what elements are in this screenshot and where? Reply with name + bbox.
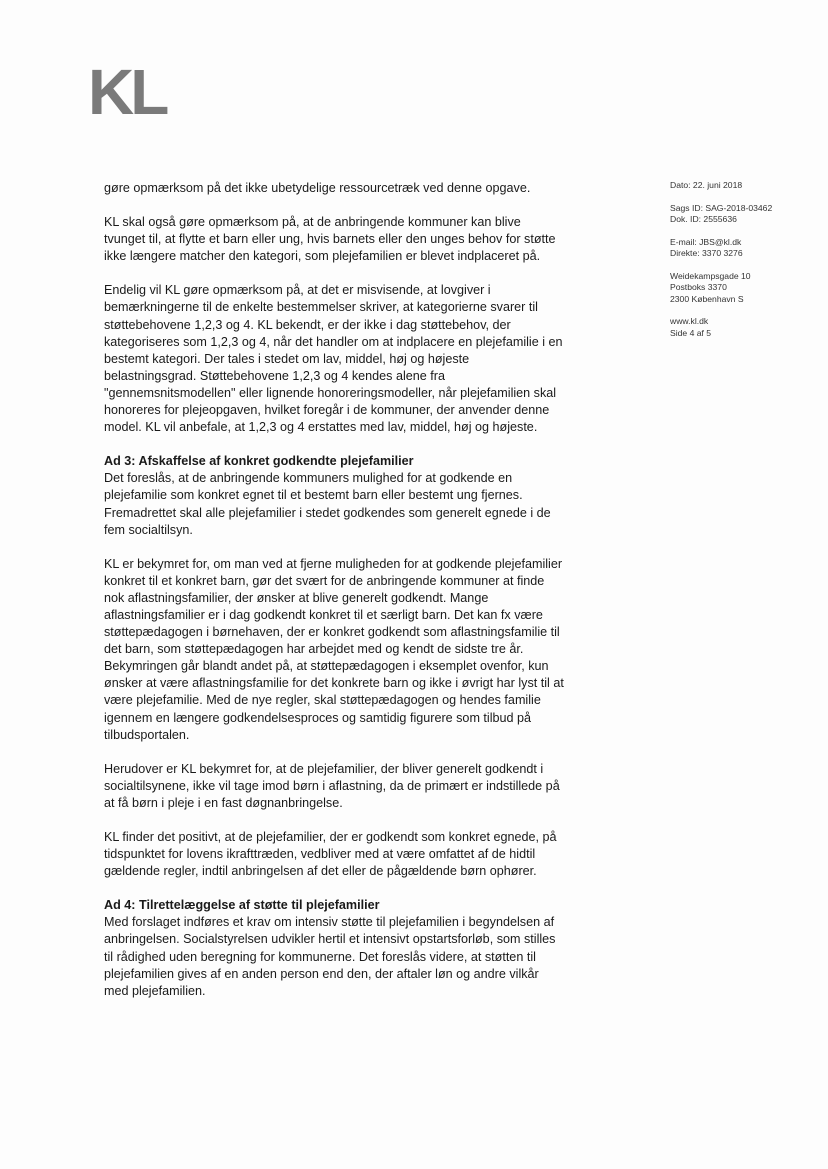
paragraph-3: Endelig vil KL gøre opmærksom på, at det er misvisende, at lovgiver i bemærkningerne til de enkelte bestemmelser skriver, at kategorierne svarer til støttebehovene 1,2,3 og 4. KL bekendt, er der ikke i dag støttebehov, der kategoriseres som 1,2,3 og 4, når det handler om at indplacere en plejefamilie i en bestemt kategori. Der tales i stedet om lav, middel, høj og højeste belastningsgrad. Støttebehovene 1,2,3 og 4 kendes alene fra "gennemsnitsmodellen" eller lignende honoreringsmodeller, når plejefamilien skal honoreres for plejeopgaven, hvilket foregår i de kommuner, der anvender denne model. KL vil anbefale, at 1,2,3 og 4 erstattes med lav, middel, høj og højeste. [104, 283, 563, 435]
address-line-1: Weidekampsgade 10 [670, 270, 751, 281]
kl-logo [88, 56, 166, 128]
section-heading-ad3: Ad 3: Afskaffelse af konkret godkendte plejefamilier [104, 454, 414, 469]
section-ad4 [104, 897, 564, 1000]
paragraph-5: KL er bekymret for, om man ved at fjerne muligheden for at godkende plejefamilier konkret til et konkret barn, gør det svært for de anbringende kommuner at finde nok aflastningsfamilier, der ønsker at blive generelt godkendt. Mange aflastningsfamilier er i dag godkendt konkret til et særligt barn. Det kan fx være støttepædagogen i børnehaven, der er konkret godkendt som aflastningsfamilie til det barn, som støttepædagogen har arbejdet med og kendt de sidste tre år. Bekymringen går blandt andet på, at støttepædagogen i eksemplet ovenfor, kun ønsker at være aflastningsfamilie for det konkrete barn og ikke i øvrigt har lyst til at være plejefamilie. Med de nye regler, skal støttepædagogen og hendes familie igennem en længere godkendelsesproces og samtidig figurere som tilbud på tilbudsportalen. [104, 556, 564, 742]
section-ad3 [104, 453, 564, 538]
contact-group [670, 237, 810, 260]
letter-meta-sidebar [670, 180, 810, 350]
paragraph-7: KL finder det positivt, at de plejefamilier, der er godkendt som konkret egnede, på tidspunktet for lovens ikrafttræden, vedbliver med at være omfattet af de hidtil gældende regler, indtil anbringelsen af det eller de pågældende børn ophører. [104, 830, 557, 879]
section-heading-ad4: Ad 4: Tilrettelæggelse af støtte til plejefamilier [104, 898, 380, 913]
doc-id-line: Dok. ID: 2555636 [670, 214, 737, 224]
paragraph-8: Med forslaget indføres et krav om intensiv støtte til plejefamilien i begyndelsen af anbringelsen. Socialstyrelsen udvikler hertil et intensivt opstartsforløb, som stilles til rådighed uden beregning for kommunerne. Det foreslås videre, at støtten til plejefamilien gives af en anden person end den, der aftaler løn og andre vilkår med plejefamilien. [104, 915, 556, 998]
kl-logo-text: KL [88, 56, 166, 128]
address-group [670, 271, 810, 306]
address-line-3: 2300 København S [670, 293, 744, 304]
direct-phone-line: Direkte: 3370 3276 [670, 248, 743, 258]
address-line-2: Postboks 3370 [670, 282, 727, 292]
web-page-group [670, 316, 810, 339]
case-id-line: Sags ID: SAG-2018-03462 [670, 202, 773, 213]
date-line: Dato: 22. juni 2018 [670, 180, 743, 190]
email-line: E-mail: JBS@kl.dk [670, 236, 742, 247]
paragraph-6: Herudover er KL bekymret for, at de plejefamilier, der bliver generelt godkendt i socialtilsynene, ikke vil tage imod børn i aflastning, da de primært er indstillede på at få børn i pleje i en fast døgnanbringelse. [104, 761, 560, 810]
website-line: www.kl.dk [670, 316, 709, 326]
paragraph-2: KL skal også gøre opmærksom på, at de anbringende kommuner kan blive tvunget til, at flytte et barn eller ung, hvis barnets eller den unges behov for støtte ikke længere matcher den kategori, som plejefamilien er blevet indplaceret på. [104, 215, 556, 264]
page-number-line: Side 4 af 5 [670, 327, 712, 338]
paragraph-1: gøre opmærksom på det ikke ubetydelige ressourcetræk ved denne opgave. [104, 181, 531, 195]
letter-body [104, 180, 564, 1017]
id-group [670, 203, 810, 226]
date-group [670, 180, 810, 192]
paragraph-4: Det foreslås, at de anbringende kommuners mulighed for at godkende en plejefamilie som konkret egnet til et bestemt barn eller bestemt ung fjernes. Fremadrettet skal alle plejefamilier i stedet godkendes som generelt egnede i de fem socialtilsyn. [104, 471, 551, 537]
